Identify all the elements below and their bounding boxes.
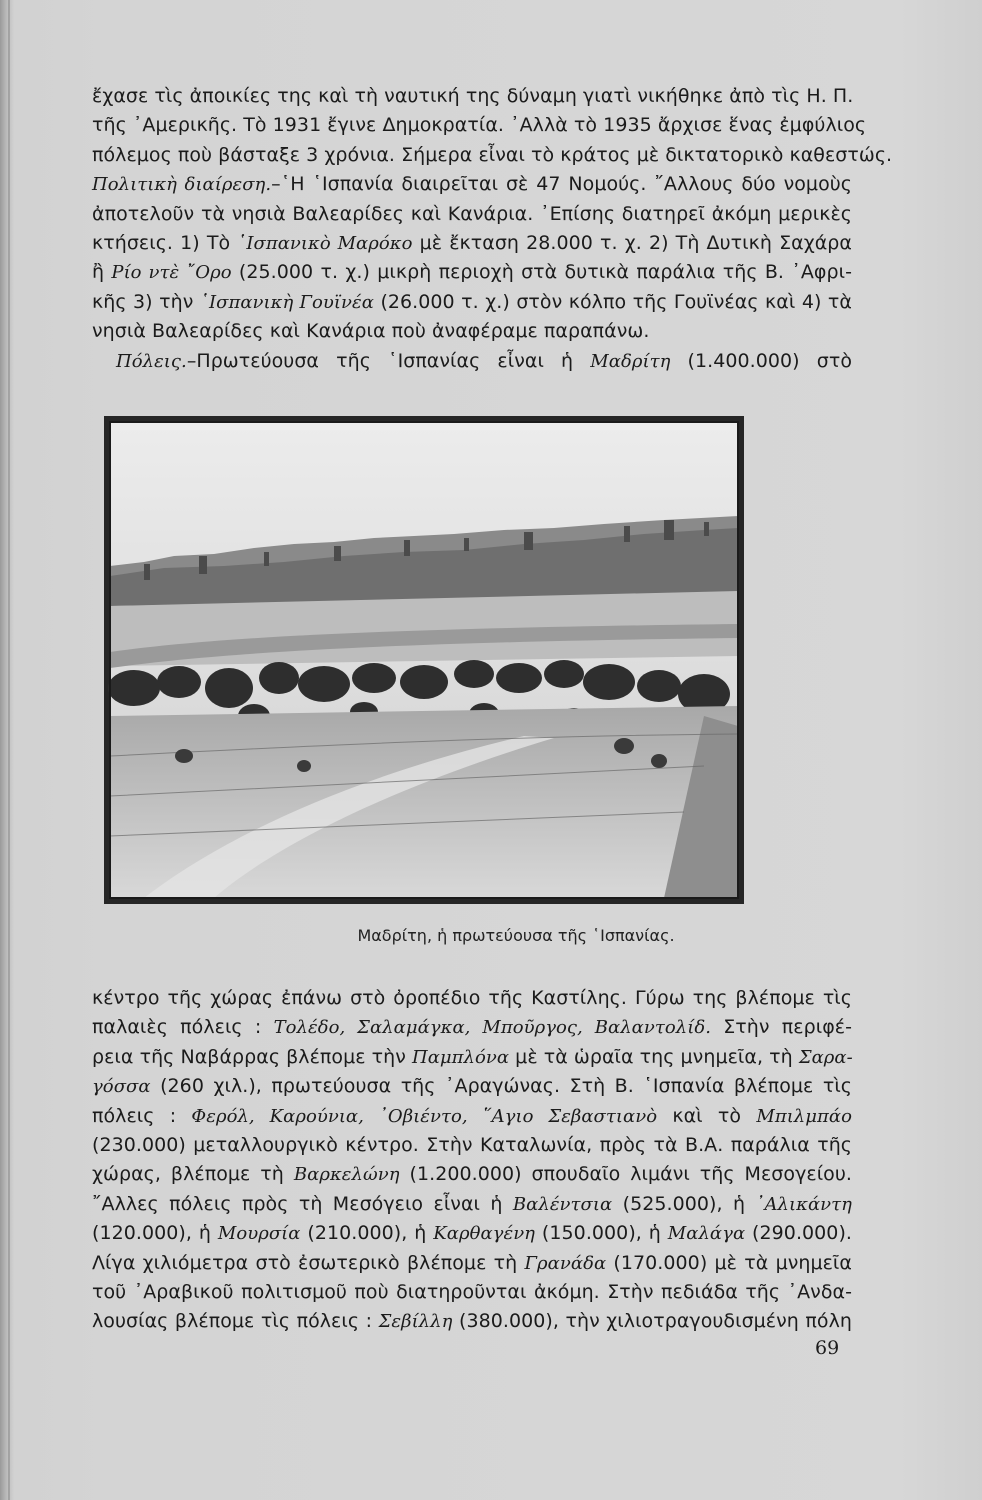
- text-segment: παλαιὲς πόλεις :: [92, 1016, 274, 1039]
- text-segment: (260 χιλ.), πρωτεύουσα τῆς ᾿Αραγώνας. Στὴ Β. ῾Ισπανία βλέπομε τὶς: [150, 1075, 852, 1098]
- text-segment: (120.000), ἡ: [92, 1222, 218, 1245]
- text-line: [92, 200, 852, 229]
- text-line: [92, 984, 852, 1013]
- italic-term: Βαρκελώνη: [293, 1164, 400, 1186]
- text-segment: καὶ τὸ: [657, 1104, 757, 1127]
- italic-term: Καρθαγένη: [433, 1223, 536, 1245]
- text-segment: Λίγα χιλιόμετρα στὸ ἐσωτερικὸ βλέπομε τὴ: [92, 1251, 525, 1274]
- text-segment: (230.000) μεταλλουργικὸ κέντρο. Στὴν Καταλωνία, πρὸς τὰ Β.Α. παράλια τῆς: [92, 1133, 852, 1156]
- text-line: [92, 288, 852, 317]
- italic-term: γόσσα: [92, 1076, 151, 1098]
- text-segment: Στὴν περιφέ-: [711, 1016, 852, 1039]
- figure-caption-text: Μαδρίτη, ἡ πρωτεύουσα τῆς ῾Ισπανίας.: [357, 926, 675, 945]
- text-line: [92, 82, 852, 111]
- text-segment: πόλεις :: [92, 1104, 192, 1127]
- text-line: [92, 1043, 852, 1072]
- text-segment: κέντρο τῆς χώρας ἐπάνω στὸ ὀροπέδιο τῆς Καστίλης. Γύρω της βλέπομε τὶς: [92, 987, 852, 1009]
- italic-term: ᾿Αλικάντη: [755, 1193, 852, 1215]
- text-segment: μὲ ἔκταση 28.000 τ. χ. 2) Τὴ Δυτικὴ Σαχάρα: [412, 231, 852, 254]
- italic-term: ῾Ισπανικὸ Μαρόκο: [237, 232, 413, 254]
- italic-term: Σεβίλλη: [378, 1311, 453, 1333]
- italic-term: Μαδρίτη: [590, 350, 671, 372]
- text-segment: (1.200.000) σπουδαῖο λιμάνι τῆς Μεσογείου.: [399, 1163, 852, 1186]
- text-segment: μὲ τὰ ὡραῖα της μνημεῖα, τὴ: [509, 1045, 799, 1068]
- text-line: [92, 317, 852, 346]
- italic-term: Πόλεις.: [116, 350, 187, 372]
- text-line: [92, 1013, 852, 1042]
- text-segment: ἀποτελοῦν τὰ νησιὰ Βαλεαρίδες καὶ Κανάρια. ᾿Επίσης διατηρεῖ ἀκόμη μερικὲς: [92, 202, 852, 225]
- italic-term: Γρανάδα: [524, 1252, 607, 1274]
- text-line: [92, 170, 852, 199]
- text-segment: λουσίας βλέπομε τὶς πόλεις :: [92, 1310, 379, 1333]
- text-segment: ἢ: [92, 261, 112, 284]
- italic-term: Τολέδο, Σαλαμάγκα, Μποῦργος, Βαλαντολίδ.: [273, 1017, 711, 1039]
- text-segment: κτήσεις. 1) Τὸ: [92, 231, 238, 254]
- text-line: [92, 1307, 852, 1336]
- figure-caption: [0, 926, 982, 945]
- text-line: [92, 1190, 852, 1219]
- text-line: [92, 1249, 852, 1278]
- text-line: [92, 111, 867, 140]
- text-line: [92, 141, 893, 170]
- italic-term: Φερόλ, Καρούνια, ᾿Οβιέντο, ῞Αγιο Σεβαστιανὸ: [191, 1105, 658, 1127]
- text-segment: πόλεμος ποὺ βάσταξε 3 χρόνια. Σήμερα εἶναι τὸ κράτος μὲ δικτατορικὸ καθεστώς.: [92, 143, 893, 166]
- text-segment: νησιὰ Βαλεαρίδες καὶ Κανάρια ποὺ ἀναφέραμε παραπάνω.: [92, 320, 650, 343]
- text-segment: κῆς 3) τὴν: [92, 290, 200, 313]
- bottom-paragraph: [92, 984, 852, 1337]
- text-segment: (150.000), ἡ: [535, 1222, 668, 1245]
- text-line: [92, 258, 852, 287]
- text-segment: (380.000), τὴν χιλιοτραγουδισμένη πόλη: [452, 1310, 852, 1333]
- italic-term: Πολιτικὴ διαίρεση.: [92, 174, 272, 196]
- text-line: [92, 229, 852, 258]
- text-line: [92, 1160, 852, 1189]
- text-segment: (290.000).: [745, 1222, 852, 1245]
- text-segment: ρεια τῆς Ναβάρρας βλέπομε τὴν: [92, 1045, 412, 1068]
- text-segment: ῎Αλλες πόλεις πρὸς τὴ Μεσόγειο εἶναι ἡ: [92, 1192, 513, 1215]
- italic-term: Μαλάγα: [667, 1223, 746, 1245]
- text-line: [92, 1072, 852, 1101]
- italic-term: Ρίο ντὲ ῎Ορο: [111, 262, 232, 284]
- top-paragraph: [92, 82, 893, 376]
- text-segment: –῾Η ῾Ισπανία διαιρεῖται σὲ 47 Νομούς. ῎Αλλους δύο νομοὺς: [271, 173, 852, 196]
- text-line: [92, 1131, 852, 1160]
- page-number: 69: [815, 1337, 840, 1359]
- text-line: [92, 1278, 852, 1307]
- text-segment: (210.000), ἡ: [300, 1222, 434, 1245]
- italic-term: Σαρα-: [798, 1046, 853, 1068]
- text-line: [92, 347, 852, 376]
- text-segment: (525.000), ἡ: [612, 1192, 756, 1215]
- italic-term: ῾Ισπανικὴ Γουϊνέα: [199, 291, 374, 313]
- italic-term: Μπιλμπάο: [756, 1105, 852, 1127]
- text-segment: (26.000 τ. χ.) στὸν κόλπο τῆς Γουϊνέας καὶ 4) τὰ: [373, 290, 852, 313]
- italic-term: Μουρσία: [217, 1223, 301, 1245]
- binding-gutter: [8, 0, 10, 1500]
- text-segment: (1.400.000) στὸ: [670, 349, 853, 372]
- text-segment: (170.000) μὲ τὰ μνημεῖα: [606, 1251, 852, 1274]
- italic-term: Βαλέντσια: [512, 1193, 613, 1215]
- text-segment: τῆς ᾿Αμερικῆς. Τὸ 1931 ἔγινε Δημοκρατία. ᾿Αλλὰ τὸ 1935 ἄρχισε ἕνας ἐμφύλιος: [92, 114, 867, 137]
- madrid-photo-image: [104, 416, 744, 904]
- madrid-photo: [104, 416, 744, 904]
- text-segment: (25.000 τ. χ.) μικρὴ περιοχὴ στὰ δυτικὰ παράλια τῆς Β. ᾿Αφρι-: [231, 261, 852, 284]
- text-line: [92, 1219, 852, 1248]
- italic-term: Παμπλόνα: [411, 1046, 510, 1068]
- text-segment: χώρας, βλέπομε τὴ: [92, 1163, 294, 1186]
- text-segment: ἔχασε τὶς ἀποικίες της καὶ τὴ ναυτική της δύναμη γιατὶ νικήθηκε ἀπὸ τὶς Η. Π.: [92, 85, 854, 107]
- text-line: [92, 1102, 852, 1131]
- text-segment: τοῦ ᾿Αραβικοῦ πολιτισμοῦ ποὺ διατηροῦνται ἀκόμη. Στὴν πεδιάδα τῆς ᾿Ανδα-: [92, 1280, 852, 1303]
- text-segment: –Πρωτεύουσα τῆς ῾Ισπανίας εἶναι ἡ: [186, 349, 591, 372]
